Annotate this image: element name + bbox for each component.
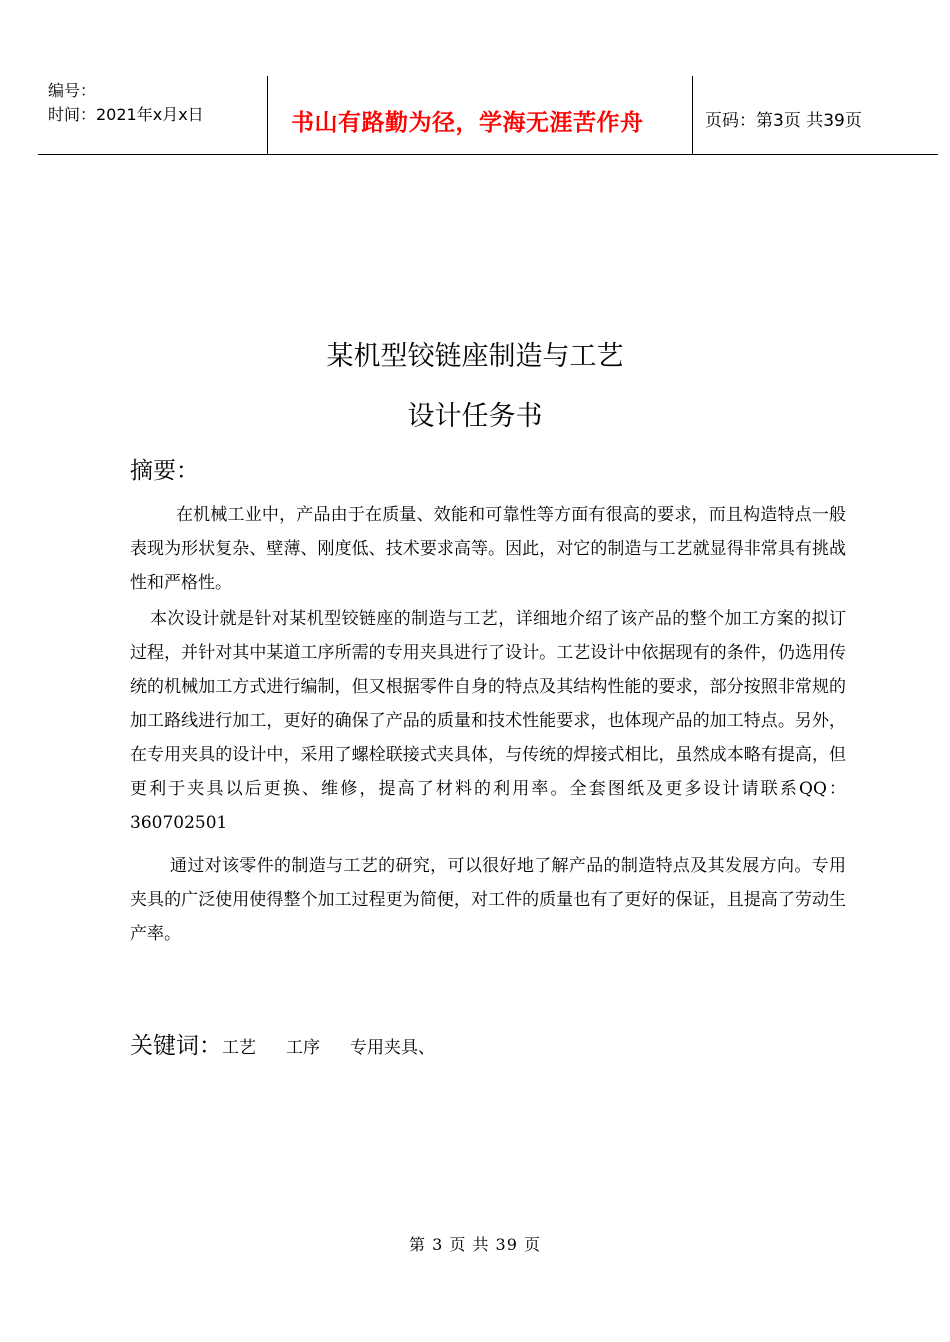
header-page-cell bbox=[692, 76, 939, 154]
keyword-item: 工序 bbox=[286, 1038, 320, 1058]
abstract-label: 摘要： bbox=[130, 458, 199, 484]
header-motto: 书山有路勤为径，学海无涯苦作舟 bbox=[291, 110, 644, 136]
page-header bbox=[38, 76, 938, 155]
document-title: 某机型铰链座制造与工艺 bbox=[326, 341, 624, 372]
abstract-paragraph-3: 通过对该零件的制造与工艺的研究，可以很好地了解产品的制造特点及其发展方向。专用夹具的广泛使用使得整个加工过程更为简便，对工件的质量也有了更好的保证，且提高了劳动生产率。 bbox=[130, 856, 846, 944]
keywords-label: 关键词： bbox=[130, 1033, 222, 1059]
keywords-line bbox=[130, 1027, 435, 1060]
document-time-label: 时间：2021年x月x日 bbox=[48, 105, 204, 124]
header-motto-cell bbox=[267, 76, 693, 154]
abstract-paragraph-1: 在机械工业中，产品由于在质量、效能和可靠性等方面有很高的要求，而且构造特点一般表现为形状复杂、壁薄、刚度低、技术要求高等。因此，对它的制造与工艺就显得非常具有挑战性和严格性。 bbox=[130, 505, 846, 593]
header-meta-cell bbox=[38, 76, 267, 154]
abstract-paragraph-2: 本次设计就是针对某机型铰链座的制造与工艺，详细地介绍了该产品的整个加工方案的拟订过程，并针对其中某道工序所需的专用夹具进行了设计。工艺设计中依据现有的条件，仍选用传统的机械加工方式进行编制，但又根据零件自身的特点及其结构性能的要求，部分按照非常规的加工路线进行加工，更好的确保了产品的质量和技术性能要求，也体现产品的加工特点。另外，在专用夹具的设计中，采用了螺栓联接式夹具体，与传统的焊接式相比，虽然成本略有提高，但更利于夹具以后更换、维修，提高了材料的利用率。全套图纸及更多设计请联系QQ：360702501 bbox=[130, 609, 846, 833]
document-subtitle: 设计任务书 bbox=[407, 401, 543, 432]
keyword-item: 专用夹具、 bbox=[350, 1038, 435, 1058]
keyword-item: 工艺 bbox=[222, 1038, 256, 1058]
header-page-info: 页码：第3页 共39页 bbox=[705, 111, 862, 131]
page-footer: 第 3 页 共 39 页 bbox=[409, 1235, 541, 1254]
document-number-label: 编号： bbox=[48, 81, 97, 100]
